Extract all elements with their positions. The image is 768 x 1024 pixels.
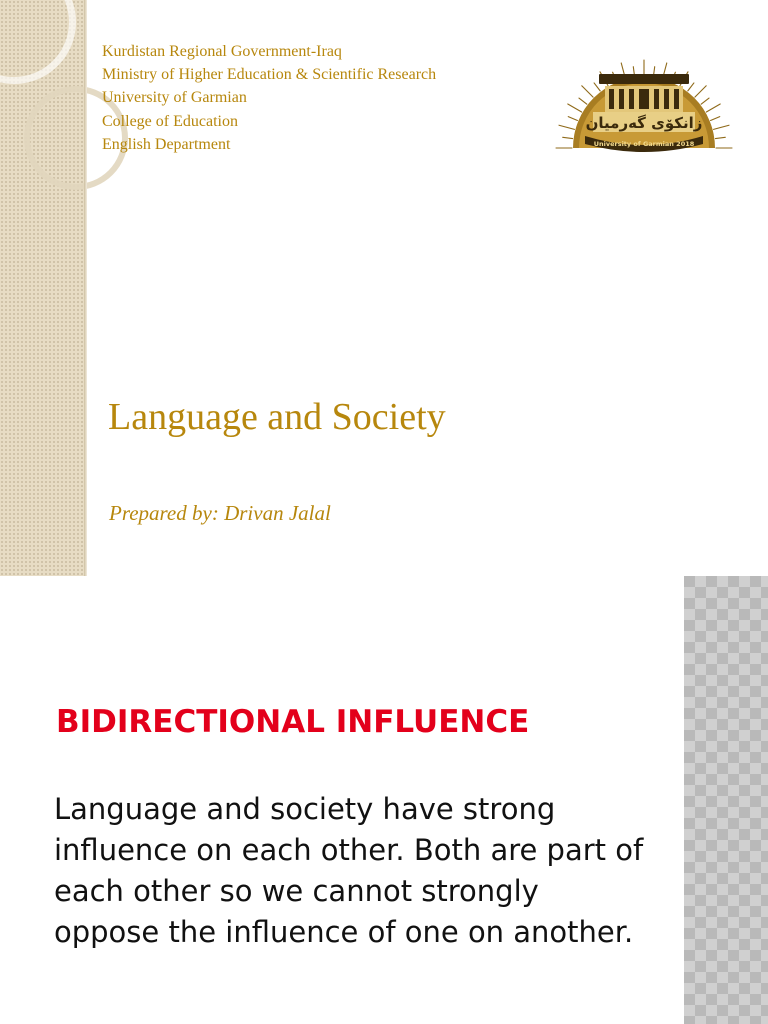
logo-ray: [582, 86, 593, 97]
header-line-college: College of Education: [102, 112, 238, 130]
logo-caption: University of Garmian 2018: [593, 140, 695, 148]
logo-ray: [579, 98, 587, 104]
institution-header: [102, 40, 436, 156]
logo-ray: [688, 83, 694, 91]
logo-ray: [568, 104, 582, 112]
slide-heading: BIDIRECTIONAL INFLUENCE: [56, 704, 530, 740]
logo-ray: [695, 86, 706, 97]
header-line-university: University of Garmian: [102, 89, 247, 107]
slide-body-text: Language and society have strong influence on each other. Both are part of each other so we cannot strongly oppose the influence of one on another.: [54, 792, 644, 949]
header-line-ministry: Ministry of Higher Education & Scientific Research: [102, 66, 437, 84]
band-divider: [84, 0, 87, 576]
logo-ray: [715, 137, 725, 138]
logo-ray: [714, 125, 729, 129]
logo-ray: [711, 117, 720, 121]
decorative-pattern-strip: [684, 576, 768, 1024]
content-slide: [0, 576, 768, 1024]
logo-ray: [568, 117, 577, 121]
logo-script-text: زانكۆى گەرمیان: [585, 114, 703, 132]
logo-ray: [563, 137, 573, 138]
university-logo-icon: [553, 36, 735, 158]
logo-ray: [701, 98, 709, 104]
header-line-department: English Department: [102, 135, 231, 153]
logo-ray: [594, 83, 600, 91]
logo-ray: [706, 104, 720, 112]
decorative-ring: [0, 0, 76, 84]
decorative-side-band: [0, 0, 84, 576]
header-line-government: Kurdistan Regional Government-Iraq: [102, 43, 342, 60]
logo-ray: [559, 125, 574, 129]
presentation-title: Language and Society: [108, 396, 446, 438]
presenter-credit: Prepared by: Drivan Jalal: [109, 501, 331, 525]
